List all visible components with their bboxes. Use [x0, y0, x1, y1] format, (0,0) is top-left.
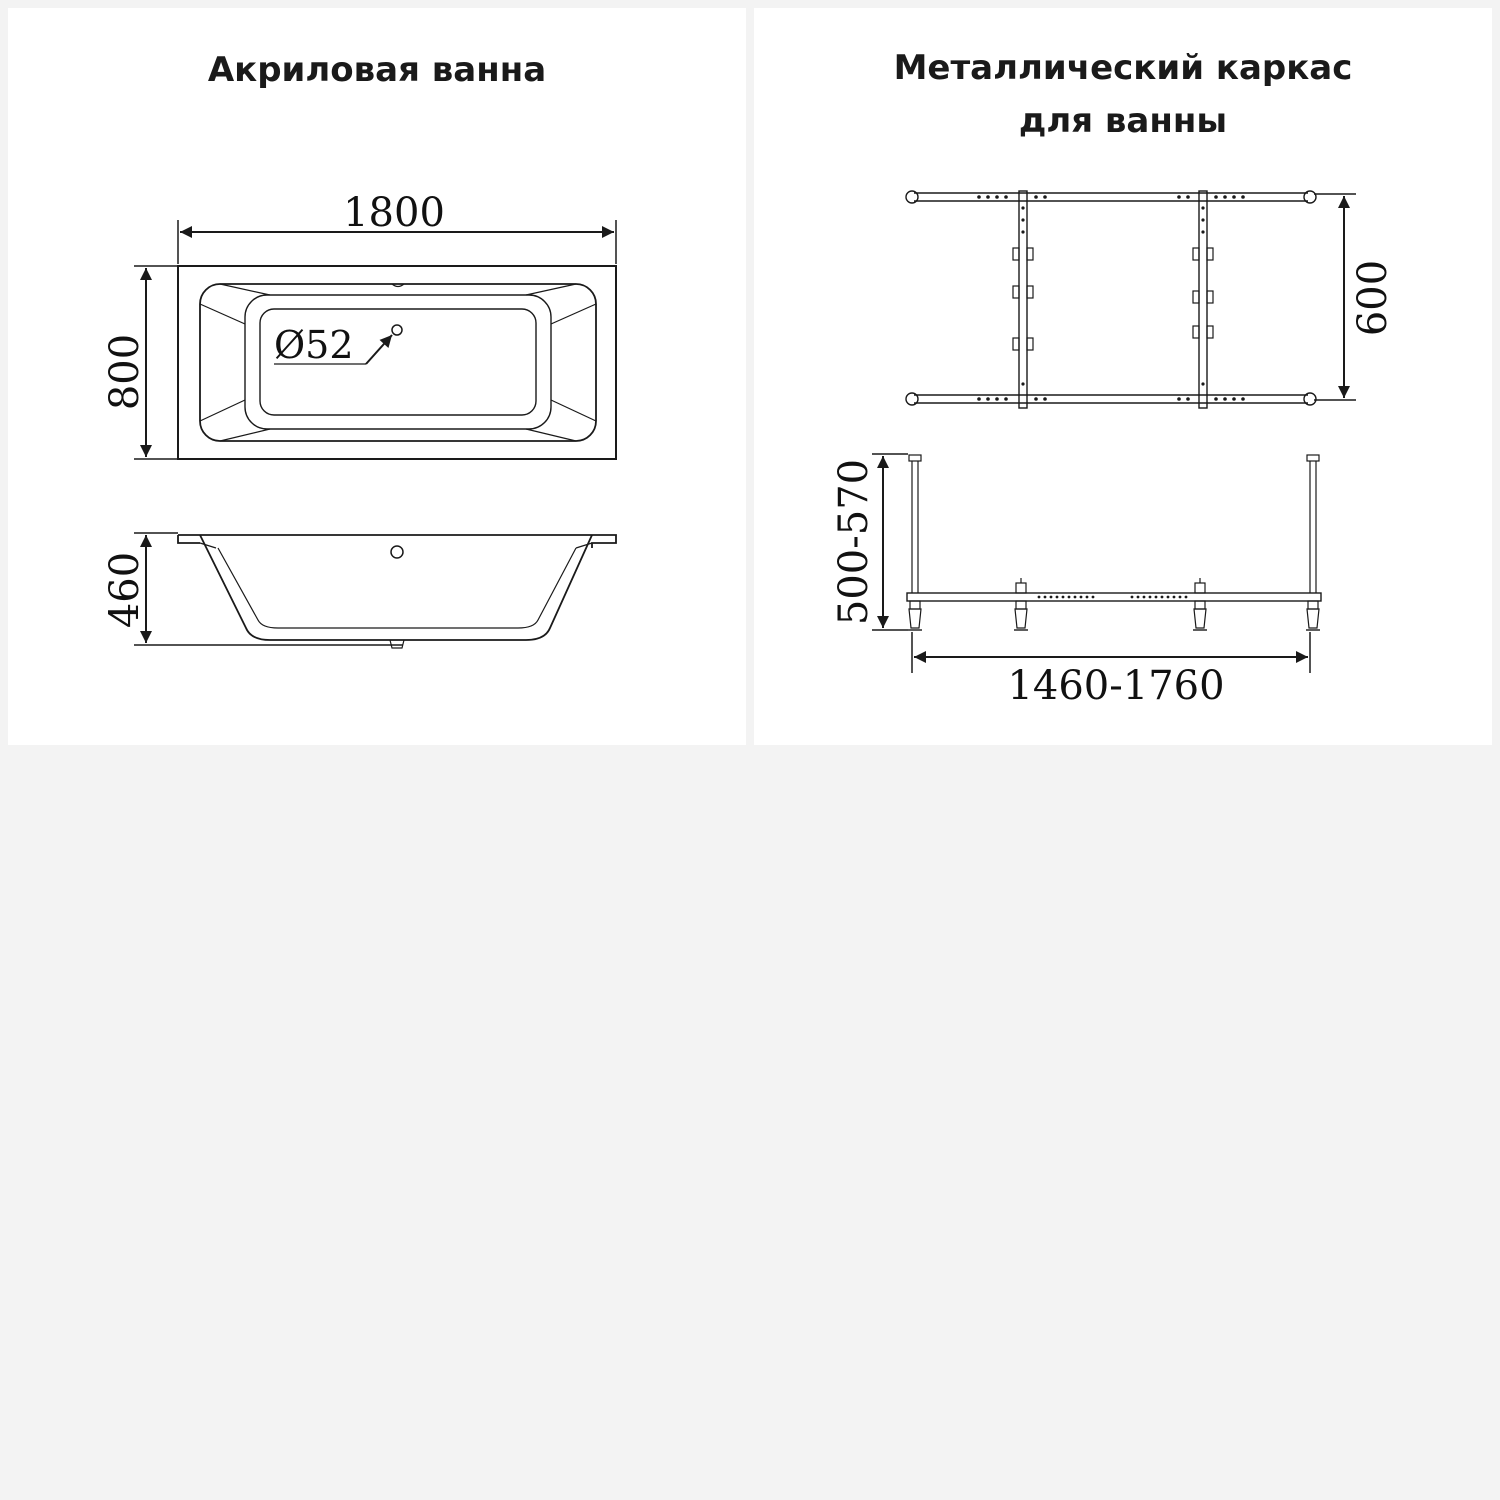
bathtub-top-view: [178, 266, 616, 459]
length-dimension: [178, 190, 616, 264]
frame-height-label: 500-570: [831, 458, 877, 626]
frame-length-label: 1460-1760: [1007, 663, 1225, 709]
frame-side-view: [907, 455, 1321, 630]
bathtub-title: Акриловая ванна: [207, 50, 547, 90]
frame-drawing: [754, 8, 1492, 745]
frame-panel: [754, 8, 1492, 745]
bathtub-panel: [8, 8, 746, 745]
bathtub-drawing: [8, 8, 746, 745]
width-label: 800: [102, 333, 148, 411]
frame-title-line2: для ванны: [1018, 101, 1228, 141]
frame-width-dimension: [1314, 194, 1396, 400]
drain-hole-icon: [392, 325, 402, 335]
overflow-hole-icon: [391, 546, 403, 558]
frame-height-dimension: [831, 454, 908, 630]
frame-width-label: 600: [1350, 259, 1396, 337]
bathtub-side-view: [178, 535, 616, 648]
frame-side-holes: [1038, 596, 1188, 599]
frame-top-view: [906, 191, 1316, 408]
frame-length-dimension: [912, 632, 1310, 709]
height-label: 460: [102, 551, 148, 629]
drain-diameter-label: Ø52: [274, 323, 354, 367]
frame-title-line1: Металлический каркас: [893, 48, 1353, 88]
length-label: 1800: [343, 190, 445, 236]
width-dimension: [102, 266, 178, 459]
